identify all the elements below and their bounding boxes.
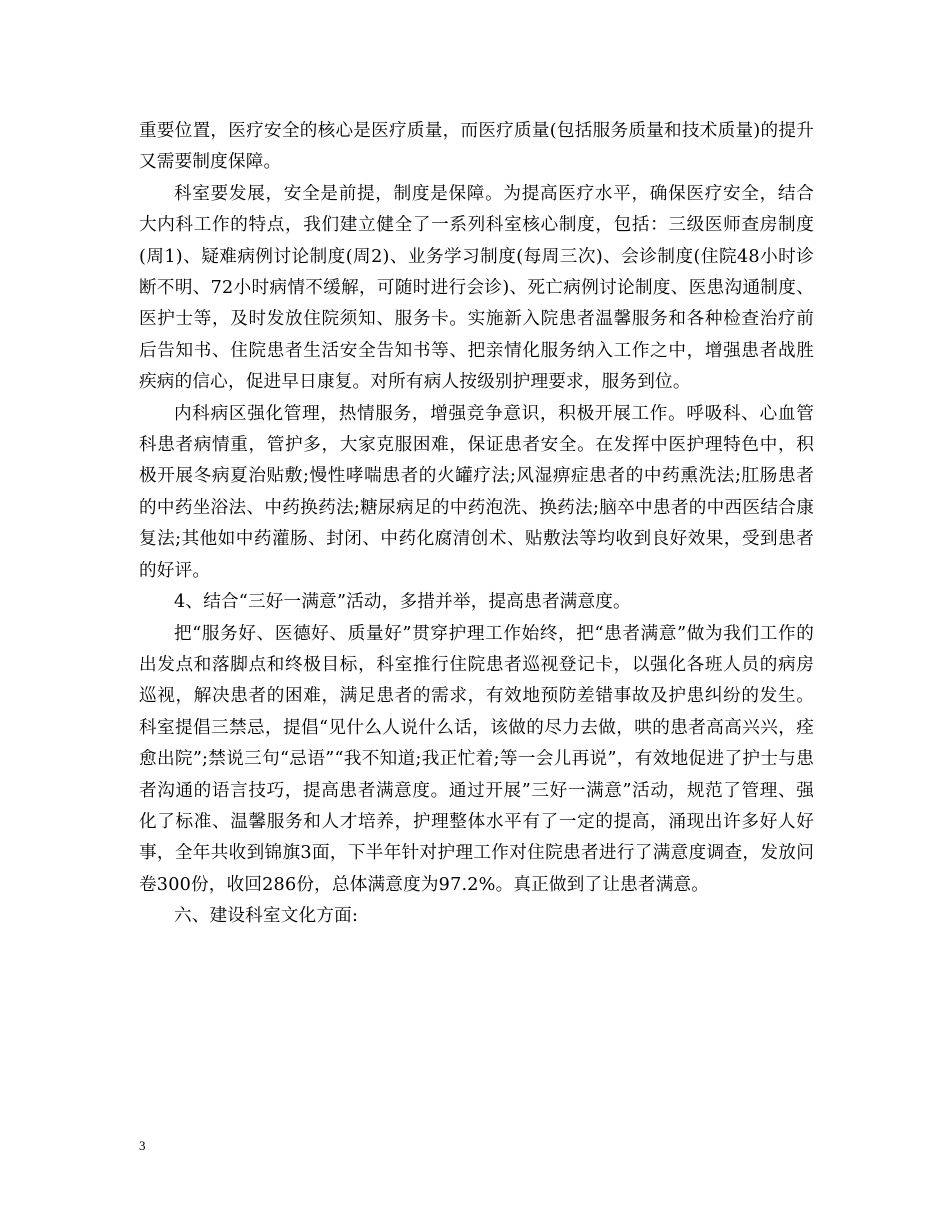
section-heading-culture: 六、建设科室文化方面: xyxy=(174,906,359,927)
paragraph-continuation: 重要位置，医疗安全的核心是医疗质量，而医疗质量(包括服务质量和技术质量)的提升又需要制度保障。 xyxy=(139,121,814,173)
paragraph-core-systems: 科室要发展，安全是前提，制度是保障。为提高医疗水平，确保医疗安全，结合大内科工作的特点，我们建立健全了一系列科室核心制度，包括：三级医师查房制度(周1)、疑难病例讨论制度(周2)、业务学习制度(每周三次)、会诊制度(住院48小时诊断不明、72小时病情不缓解，可随时进行会诊)、死亡病例讨论制度、医患沟通制度、医护士等，及时发放住院须知、服务卡。实施新入院患者温馨服务和各种检查治疗前后告知书、住院患者生活安全告知书等、把亲情化服务纳入工作之中，增强患者战胜疾病的信心，促进早日康复。对所有病人按级别护理要求，服务到位。 xyxy=(139,183,814,393)
paragraph-patient-satisfaction: 把“服务好、医德好、质量好”贯穿护理工作始终，把“患者满意”做为我们工作的出发点和落脚点和终极目标，科室推行住院患者巡视登记卡，以强化各班人员的病房巡视，解决患者的困难，满足患者的需求，有效地预防差错事故及护患纠纷的发生。科室提倡三禁忌，提倡“见什么人说什么话，该做的尽力去做，哄的患者高高兴兴，痊愈出院”;禁说三句“忌语”“我不知道;我正忙着;等一会儿再说”，有效地促进了护士与患者沟通的语言技巧，提高患者满意度。通过开展”三好一满意”活动，规范了管理、强化了标准、温馨服务和人才培养，护理整体水平有了一定的提高，涌现出许多好人好事，全年共收到锦旗3面，下半年针对护理工作对住院患者进行了满意度调查，发放问卷300份，收回286份，总体满意度为97.2%。真正做到了让患者满意。 xyxy=(139,623,814,895)
document-body xyxy=(139,116,814,933)
paragraph-ward-management: 内科病区强化管理，热情服务，增强竞争意识，积极开展工作。呼吸科、心血管科患者病情重，管护多，大家克服困难，保证患者安全。在发挥中医护理特色中，积极开展冬病夏治贴敷;慢性哮喘患者的火罐疗法;风湿痹症患者的中药熏洗法;肛肠患者的中药坐浴法、中药换药法;糖尿病足的中药泡洗、换药法;脑卒中患者的中西医结合康复法;其他如中药灌肠、封闭、中药化腐清创术、贴敷法等均收到良好效果，受到患者的好评。 xyxy=(139,403,814,581)
page-number: 3 xyxy=(139,1138,146,1153)
section-heading-satisfaction: 4、结合“三好一满意”活动，多措并举，提高患者满意度。 xyxy=(174,592,631,613)
